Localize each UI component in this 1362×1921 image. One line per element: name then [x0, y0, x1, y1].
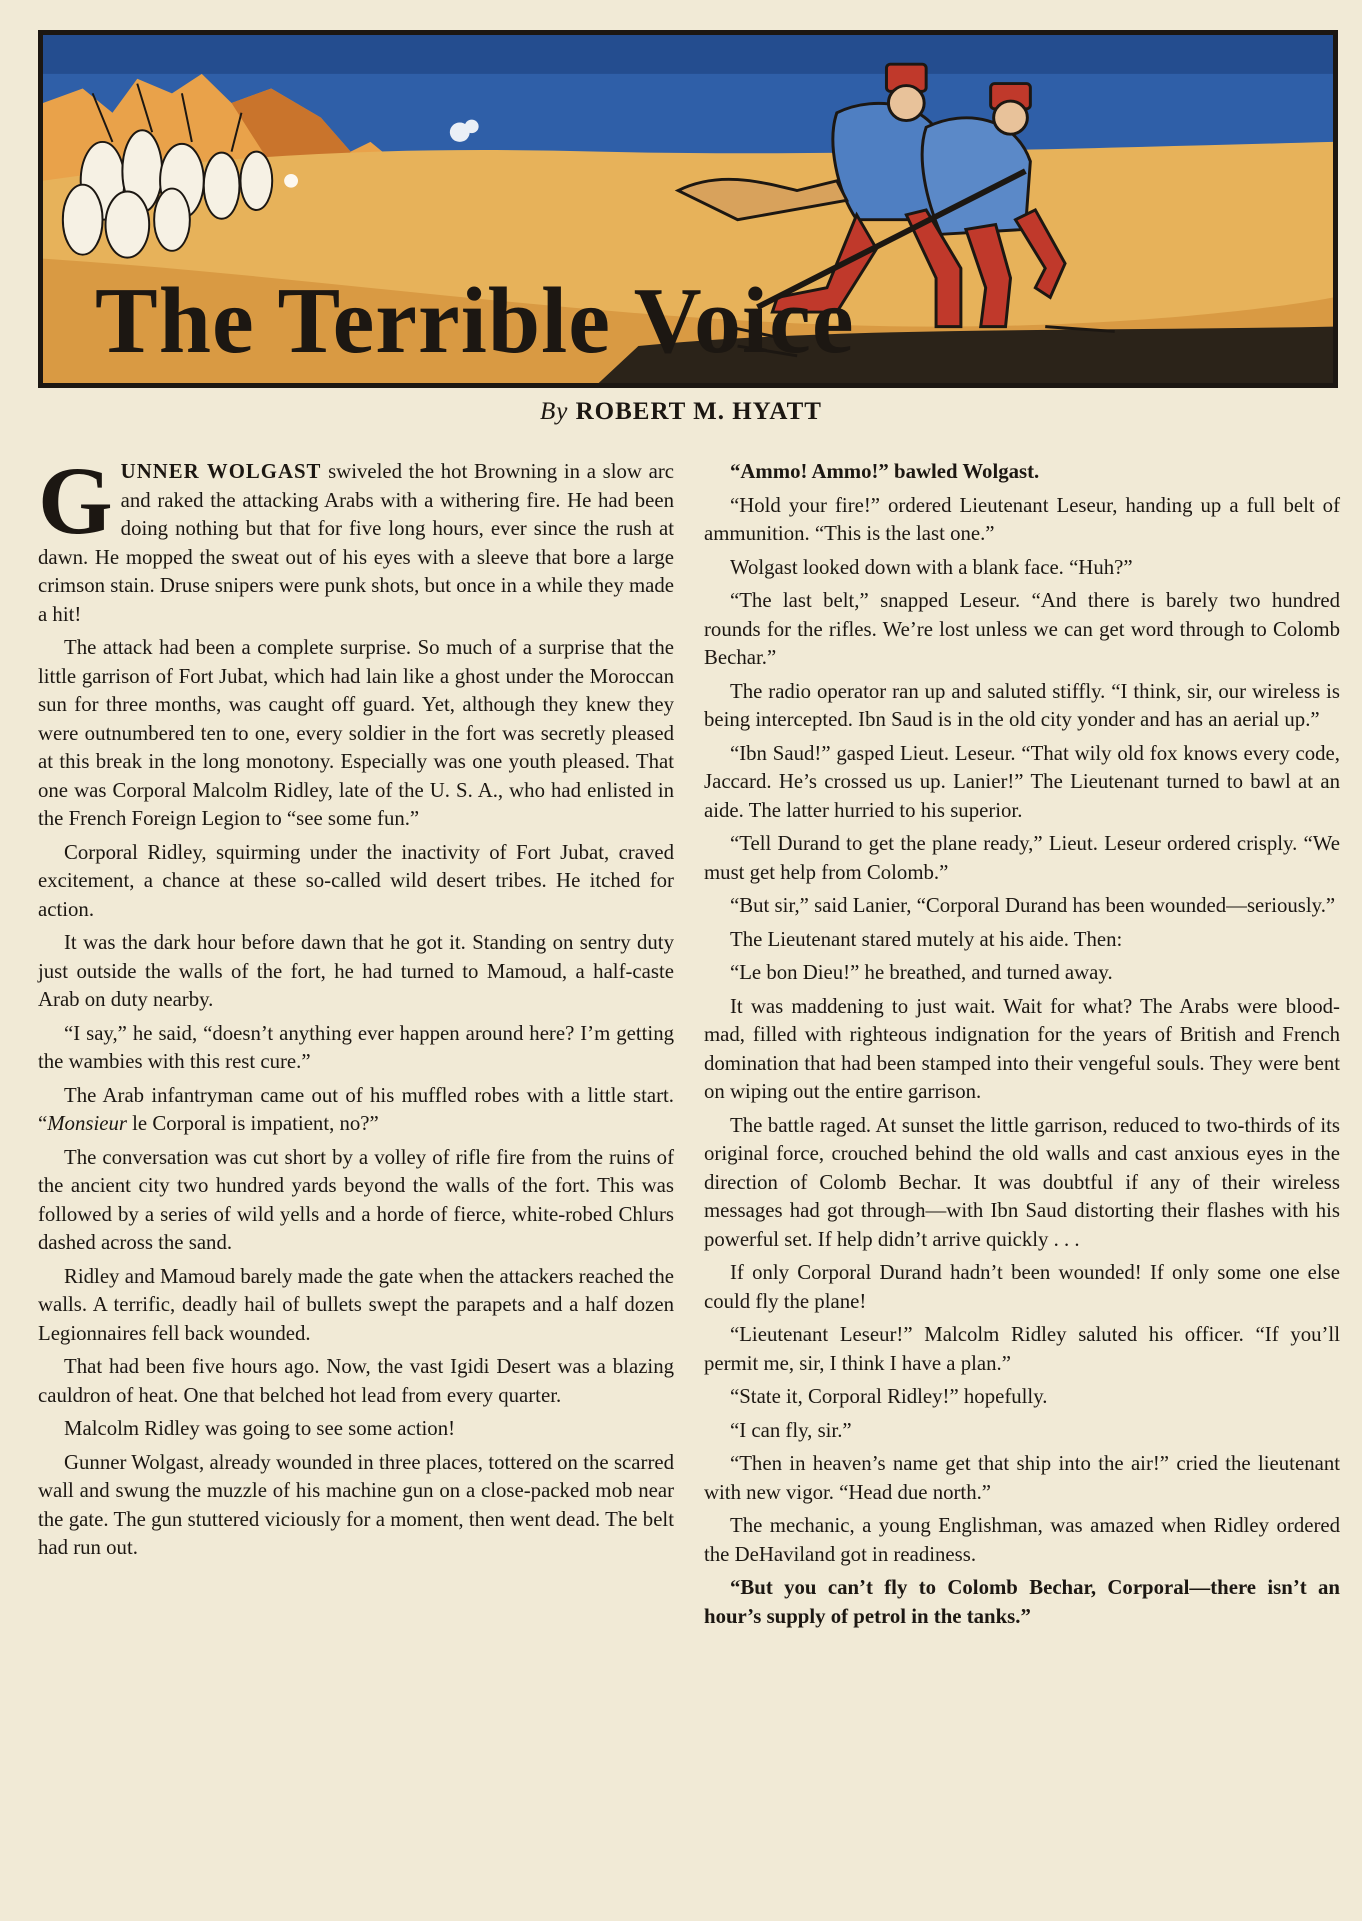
paragraph: “Hold your fire!” ordered Lieutenant Leseur, handing up a full belt of ammunition. “This is the last one.”	[704, 493, 1340, 545]
paragraph: “The last belt,” snapped Leseur. “And there is barely two hundred rounds for the rifles. We’re lost unless we can get word through to Colomb Bechar.”	[704, 589, 1340, 669]
paragraph: “Ibn Saud!” gasped Lieut. Leseur. “That wily old fox knows every code, Jaccard. He’s crossed us up. Lanier!” The Lieutenant turned to bawl at an aide. The latter hurried to his superior.	[704, 741, 1340, 822]
author-name: ROBERT M. HYATT	[575, 398, 822, 425]
paragraph: Gunner Wolgast, already wounded in three places, tottered on the scarred wall and swung the muzzle of his machine gun on a close-packed mob near the gate. The gun stuttered viciously for a moment, then went dead. The belt had run out.	[38, 1450, 674, 1559]
paragraph: “But sir,” said Lanier, “Corporal Durand has been wounded—seriously.”	[730, 894, 1336, 917]
paragraph: “I say,” he said, “doesn’t anything ever happen around here? I’m getting the wambies with this rest cure.”	[38, 1021, 674, 1073]
paragraph: Wolgast looked down with a blank face. “Huh?”	[730, 555, 1133, 579]
lead-in: UNNER WOLGAST	[120, 460, 322, 483]
paragraph-text: le Corporal is impatient, no?”	[126, 1112, 379, 1135]
byline	[0, 398, 1362, 426]
paragraph: “Ammo! Ammo!” bawled Wolgast.	[730, 460, 1040, 483]
paragraph: “But you can’t fly to Colomb Bechar, Corporal—there isn’t an hour’s supply of petrol in the tanks.”	[704, 1576, 1340, 1628]
drop-cap: G	[38, 447, 113, 554]
paragraph: The radio operator ran up and saluted stiffly. “I think, sir, our wireless is being intercepted. Ibn Saud is in the old city yonder and has an aerial up.”	[704, 679, 1340, 731]
title-illustration	[38, 30, 1338, 388]
story-title: The Terrible Voice	[95, 269, 855, 373]
byline-prefix: By	[540, 398, 569, 425]
paragraph: Corporal Ridley, squirming under the inactivity of Fort Jubat, craved excitement, a chance at these so-called wild desert tribes. He itched for action.	[38, 840, 674, 921]
italic-word: Monsieur	[47, 1112, 127, 1135]
paragraph: If only Corporal Durand hadn’t been wounded! If only some one else could fly the plane!	[704, 1261, 1340, 1313]
paragraph: It was the dark hour before dawn that he got it. Standing on sentry duty just outside the walls of the fort, he had turned to Mamoud, a half-caste Arab on duty nearby.	[38, 931, 674, 1011]
paragraph: “Tell Durand to get the plane ready,” Lieut. Leseur ordered crisply. “We must get help from Colomb.”	[704, 832, 1340, 884]
paragraph: The attack had been a complete surprise. So much of a surprise that the little garrison of Fort Jubat, which had lain like a ghost under the Moroccan sun for three months, was caught off guard. Yet, although they knew they were outnumbered ten to one, every soldier in the fort was secretly pleased at this break in the long monotony. Especially was one youth pleased. That one was Corporal Malcolm Ridley, late of the U. S. A., who had enlisted in the French Foreign Legion to “see some fun.”	[38, 636, 674, 830]
left-column	[38, 447, 674, 1858]
sky-haze	[43, 35, 1333, 74]
paragraph-text: swiveled the hot Browning in a slow arc and raked the attacking Arabs with a withering fire. He had been doing nothing but that for five long hours, ever since the rush at dawn. He mopped the sweat out of his eyes with a sleeve that bore a large crimson stain. Druse snipers were punk shots, but once in a while they made a hit!	[38, 460, 674, 626]
paragraph: “Lieutenant Leseur!” Malcolm Ridley saluted his officer. “If you’ll permit me, sir, I think I have a plan.”	[704, 1323, 1340, 1375]
paragraph: The Lieutenant stared mutely at his aide. Then:	[730, 927, 1123, 951]
paragraph: “I can fly, sir.”	[730, 1418, 852, 1442]
paragraph	[38, 447, 674, 629]
paragraph: The battle raged. At sunset the little garrison, reduced to two-thirds of its original force, crouched behind the old walls and cast anxious eyes in the direction of Colomb Bechar. It was doubtful if any of their wireless messages had got through—with Ibn Saud distorting their flashes with his powerful set. If help didn’t arrive quickly . . .	[704, 1113, 1340, 1251]
paragraph	[38, 1082, 674, 1139]
paragraph: The mechanic, a young Englishman, was amazed when Ridley ordered the DeHaviland got in readiness.	[704, 1514, 1340, 1566]
paragraph: Malcolm Ridley was going to see some action!	[64, 1417, 456, 1440]
right-column	[704, 458, 1340, 1858]
paragraph: “State it, Corporal Ridley!” hopefully.	[730, 1385, 1048, 1408]
paragraph: “Le bon Dieu!” he breathed, and turned away.	[730, 961, 1113, 984]
paragraph: “Then in heaven’s name get that ship into the air!” cried the lieutenant with new vigor. “Head due north.”	[704, 1452, 1340, 1504]
paragraph: It was maddening to just wait. Wait for what? The Arabs were blood-mad, filled with righteous indignation for the years of British and French domination that had been stamped into their vengeful souls. They were bent on wiping out the entire garrison.	[704, 994, 1340, 1103]
paragraph-text: The Arab infantryman came out of his muffled robes with a little start. “	[38, 1083, 674, 1135]
paragraph: That had been five hours ago. Now, the vast Igidi Desert was a blazing cauldron of heat. One that belched hot lead from every quarter.	[38, 1355, 674, 1407]
paragraph: The conversation was cut short by a volley of rifle fire from the ruins of the ancient city two hundred yards beyond the walls of the fort. This was followed by a series of wild yells and a horde of fierce, white-robed Chlurs dashed across the sand.	[38, 1145, 674, 1254]
paragraph: Ridley and Mamoud barely made the gate when the attackers reached the walls. A terrific, deadly hail of bullets swept the parapets and a half dozen Legionnaires fell back wounded.	[38, 1264, 674, 1345]
